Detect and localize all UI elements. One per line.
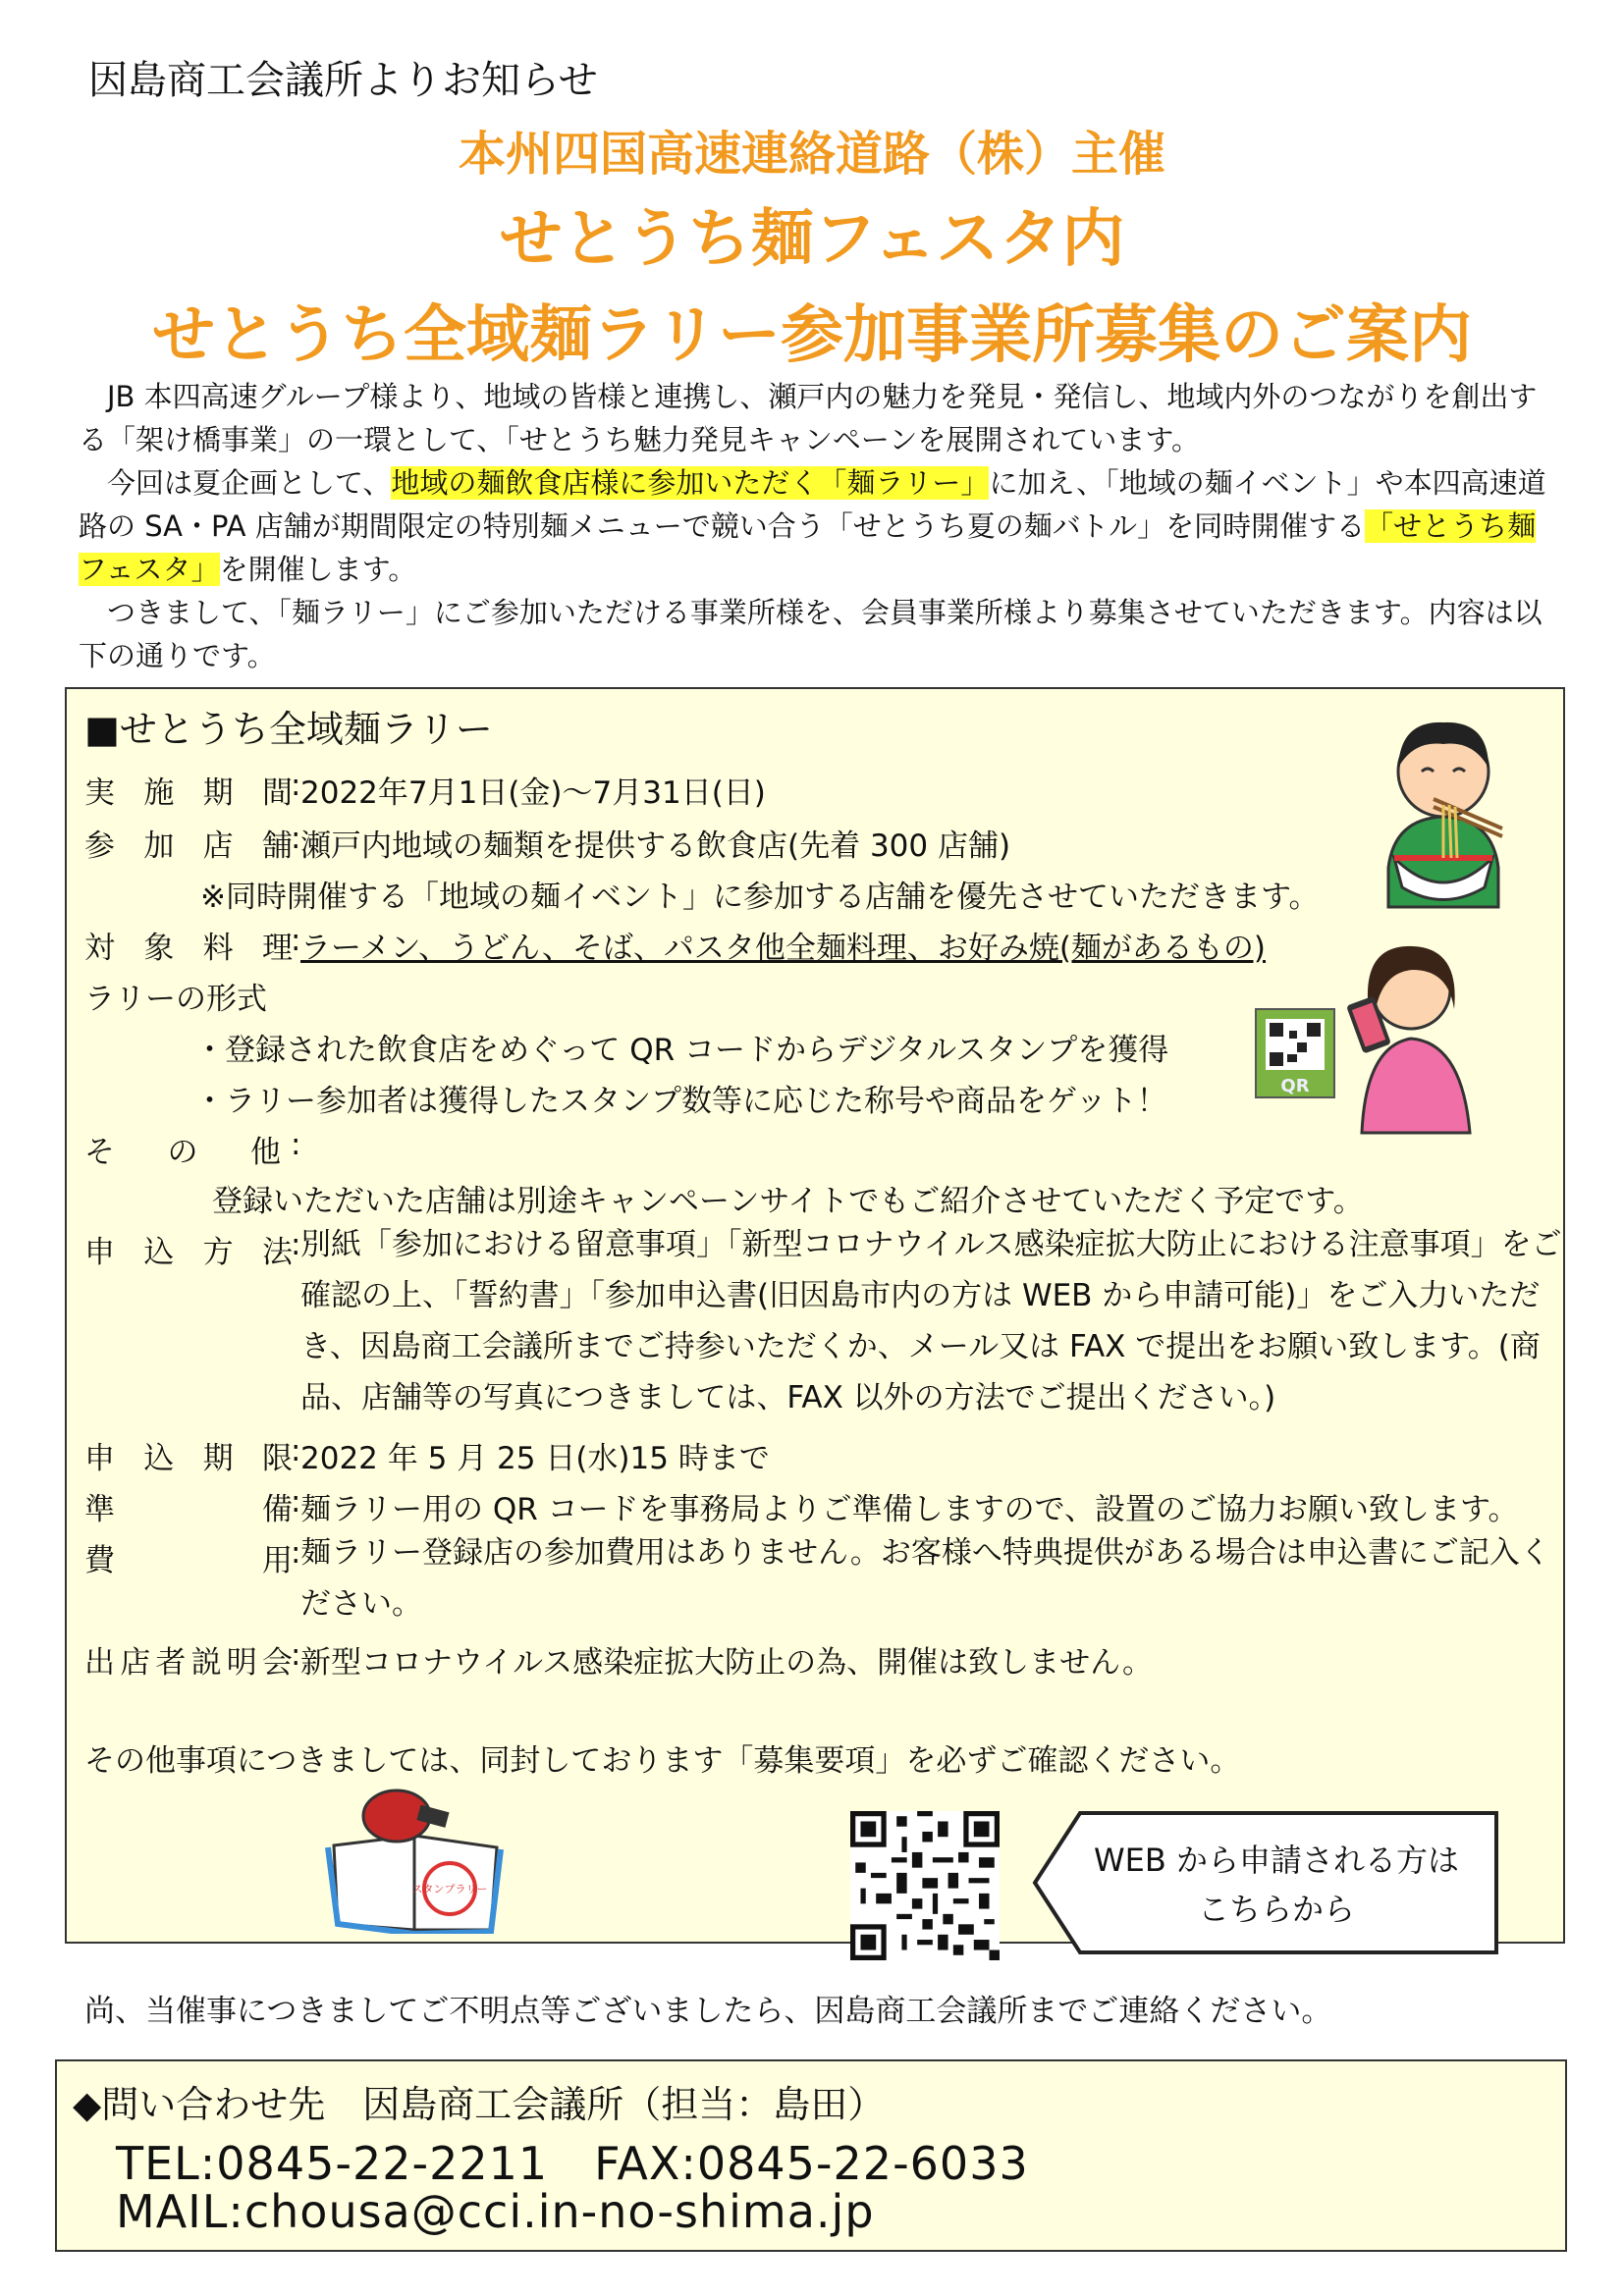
application-qr-code[interactable] — [850, 1811, 1000, 1960]
apply-label: 申込方法 — [84, 1235, 293, 1270]
qr-sign-label: QR — [1280, 1076, 1310, 1096]
intro-p2-c: を開催します。 — [219, 553, 417, 586]
colon: : — [291, 1535, 301, 1571]
format-item-1: ・登録された飲食店をめぐって QR コードからデジタルスタンプを獲得 — [194, 1033, 1169, 1068]
intro-paragraph-1: JB 本四高速グループ様より、地域の皆様と連携し、瀬戸内の魅力を発見・発信し、地域内外のつながりを創出する「架け橋事業」の一環として、「せとうち魅力発見キャンペーンを展開されています。 — [79, 380, 1538, 456]
other-label: そ の 他 — [84, 1135, 281, 1170]
footnote: 尚、当催事につきましてご不明点等ございましたら、因島商工会議所までご連絡ください。 — [84, 1994, 1332, 2029]
target-label: 対象料理 — [84, 931, 293, 966]
period-label: 実施期間 — [84, 775, 293, 811]
organizer-heading: 本州四国高速連絡道路（株）主催 — [458, 127, 1165, 182]
colon: : — [291, 768, 301, 803]
web-apply-line-1: WEB から申請される方は — [1094, 1842, 1459, 1879]
other-matters: その他事項につきましては、同封しております「募集要項」を必ずご確認ください。 — [84, 1743, 1241, 1779]
fee-label: 費 用 — [84, 1543, 293, 1578]
stamp-rally-illustration — [324, 1787, 511, 1934]
colon: : — [291, 1484, 301, 1520]
highlight-men-rally: 地域の麺飲食店様に参加いただく「麺ラリー」 — [391, 466, 990, 500]
web-apply-line-2: こちらから — [1197, 1891, 1355, 1928]
rally-heading: ■せとうち全域麺ラリー — [84, 708, 493, 751]
stamp-imprint-text: スタンプラリー — [411, 1883, 488, 1896]
stores-label: 参加店舗 — [84, 828, 293, 864]
girl-smartphone-illustration — [1252, 940, 1478, 1137]
target-value: ラーメン、うどん、そば、パスタ他全麺料理、お好み焼(麺があるもの) — [300, 931, 1267, 966]
format-item-2: ・ラリー参加者は獲得したスタンプ数等に応じた称号や商品をゲット！ — [194, 1084, 1167, 1119]
contact-title: ◆問い合わせ先 因島商工会議所（担当：島田） — [73, 2083, 886, 2126]
apply-value: 別紙「参加における留意事項」「新型コロナウイルス感染症拡大防止における注意事項」をご確認の上、「誓約書」「参加申込書(旧因島市内の方は WEB から申請可能)」をご入力いただき、因島商工会議所までご持参いただくか、メール又は FAX で提出をお願い致します。(商品、店舗等の写真につきましては、FAX 以外の方法でご提出ください。) — [300, 1227, 1562, 1415]
notice-line: 因島商工会議所よりお知らせ — [88, 58, 598, 103]
colon: : — [291, 1127, 301, 1162]
title-line-2: せとうち全域麺ラリー参加事業所募集のご案内 — [152, 299, 1472, 372]
prep-value: 麺ラリー用の QR コードを事務局よりご準備しますので、設置のご協力お願い致します。 — [300, 1492, 1519, 1527]
fee-value: 麺ラリー登録店の参加費用はありません。お客様へ特典提供がある場合は申込書にご記入ください。 — [300, 1535, 1550, 1622]
colon: : — [291, 923, 301, 958]
colon: : — [291, 1433, 301, 1468]
colon: : — [291, 1227, 301, 1262]
web-apply-text[interactable] — [1070, 1836, 1483, 1934]
intro-p2-b: に加え、「地域の麺イベント」や本四高速道路の SA・PA 店舗が期間限定の特別麺メニューで競い合う「せとうち夏の麺バトル」を同時開催する — [79, 466, 1546, 543]
stores-note: ※同時開催する「地域の麺イベント」に参加する店舗を優先させていただきます。 — [200, 880, 1320, 915]
contact-mail[interactable]: MAIL:chousa@cci.in-no-shima.jp — [116, 2185, 875, 2238]
period-value: 2022年7月1日(金)～7月31日(日) — [300, 775, 766, 811]
format-label: ラリーの形式 — [84, 982, 267, 1017]
colon: : — [291, 821, 301, 856]
contact-tel-fax: TEL:0845-22-2211 FAX:0845-22-6033 — [116, 2137, 1029, 2190]
boy-eating-noodles-illustration — [1375, 711, 1512, 927]
intro-paragraph-3: つきまして、「麺ラリー」にご参加いただける事業所様を、会員事業所様より募集させていただきます。内容は以下の通りです。 — [79, 596, 1543, 672]
title-line-1: せとうち麺フェスタ内 — [499, 203, 1125, 276]
briefing-value: 新型コロナウイルス感染症拡大防止の為、開催は致しません。 — [300, 1645, 1153, 1681]
intro-p2-a: 今回は夏企画として、 — [107, 466, 392, 500]
highlight-men-festa: 「せとうち麺フェスタ」 — [79, 509, 1537, 586]
briefing-label: 出店者説明会 — [84, 1645, 293, 1681]
colon: : — [291, 1637, 301, 1673]
stores-value: 瀬戸内地域の麺類を提供する飲食店(先着 300 店舗) — [300, 828, 1011, 864]
deadline-label: 申込期限 — [84, 1441, 293, 1476]
prep-label: 準 備 — [84, 1492, 293, 1527]
other-value: 登録いただいた店舗は別途キャンペーンサイトでもご紹介させていただく予定です。 — [212, 1184, 1364, 1219]
deadline-value: 2022 年 5 月 25 日(水)15 時まで — [300, 1441, 770, 1476]
